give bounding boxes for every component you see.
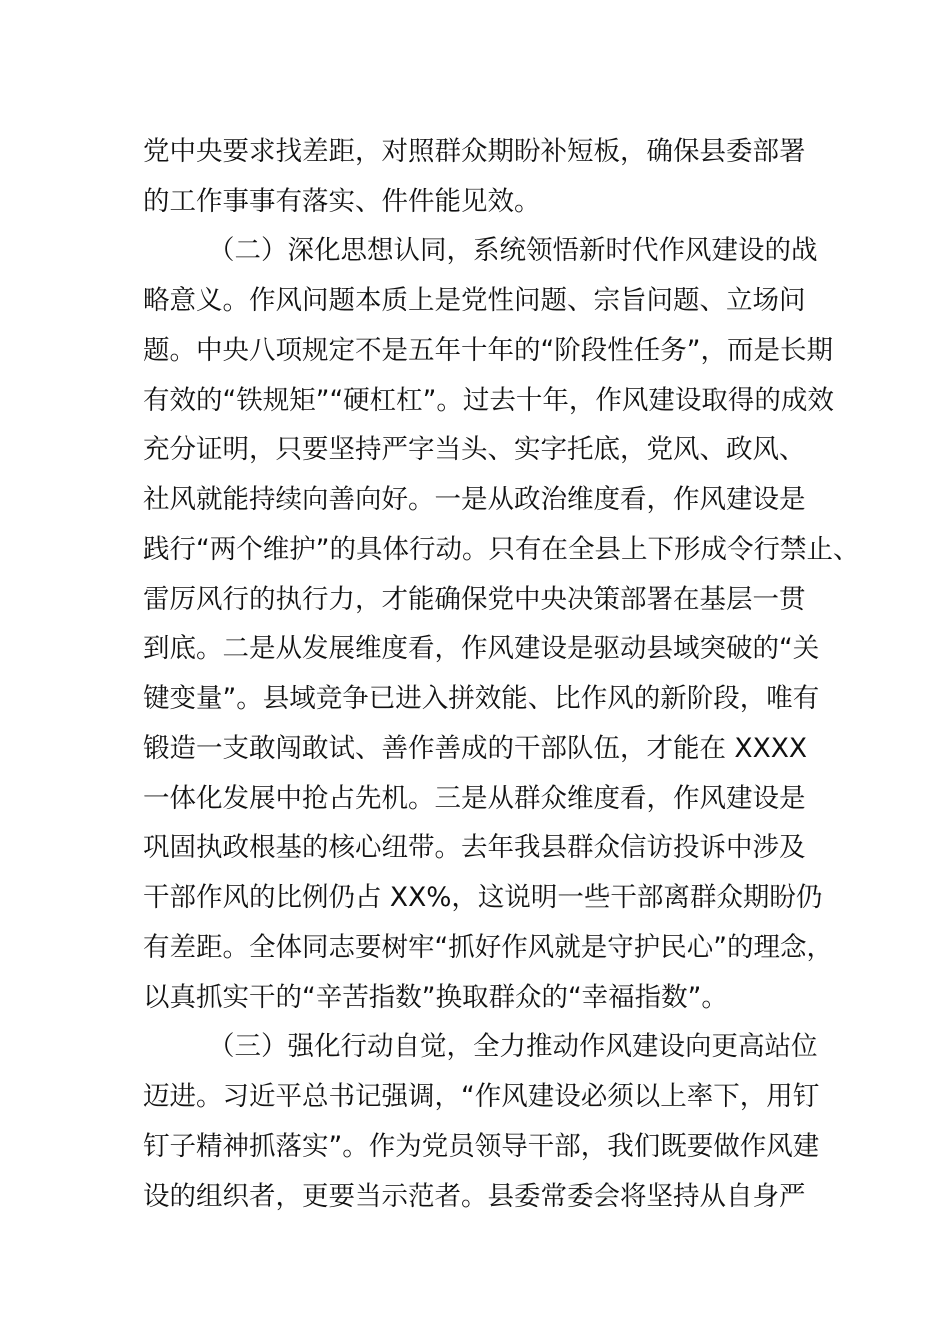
text-line: 略意义。作风问题本质上是党性问题、宗旨问题、立场问 (143, 285, 806, 316)
text-line: 干部作风的比例仍占 XX%，这说明一些干部离群众期盼仍 (143, 882, 823, 913)
text-line: 迈进。习近平总书记强调，“作风建设必须以上率下，用钉 (143, 1081, 820, 1112)
text-line: 的工作事事有落实、件件能见效。 (143, 186, 541, 217)
text-line: 题。中央八项规定不是五年十年的“阶段性任务”，而是长期 (143, 335, 833, 366)
text-line: 有差距。全体同志要树牢“抓好作风就是守护民心”的理念， (143, 932, 833, 963)
text-line: 有效的“铁规矩”“硬杠杠”。过去十年，作风建设取得的成效 (143, 385, 834, 416)
text-line: 党中央要求找差距，对照群众期盼补短板，确保县委部署 (143, 136, 806, 167)
text-line: 社风就能持续向善向好。一是从政治维度看，作风建设是 (143, 484, 806, 515)
text-line: 以真抓实干的“辛苦指数”换取群众的“幸福指数”。 (143, 982, 728, 1013)
text-line: 键变量”。县域竞争已进入拼效能、比作风的新阶段，唯有 (143, 683, 820, 714)
paragraph-heading-3: （三）强化行动自觉，全力推动作风建设向更高站位 (208, 1031, 818, 1062)
text-line: 设的组织者，更要当示范者。县委常委会将坚持从自身严 (143, 1181, 806, 1212)
text-line: 到底。二是从发展维度看，作风建设是驱动县域突破的“关 (143, 633, 820, 664)
text-line: 巩固执政根基的核心纽带。去年我县群众信访投诉中涉及 (143, 832, 806, 863)
paragraph-heading-2: （二）深化思想认同，系统领悟新时代作风建设的战 (208, 235, 818, 266)
text-line: 雷厉风行的执行力，才能确保党中央决策部署在基层一贯 (143, 584, 806, 615)
text-line: 践行“两个维护”的具体行动。只有在全县上下形成令行禁止、 (143, 534, 860, 565)
text-line: 充分证明，只要坚持严字当头、实字托底，党风、政风、 (143, 434, 806, 465)
text-line: 锻造一支敢闯敢试、善作善成的干部队伍，才能在 XXXX (143, 733, 808, 764)
text-line: 钉子精神抓落实”。作为党员领导干部，我们既要做作风建 (143, 1131, 820, 1162)
text-line: 一体化发展中抢占先机。三是从群众维度看，作风建设是 (143, 783, 806, 814)
